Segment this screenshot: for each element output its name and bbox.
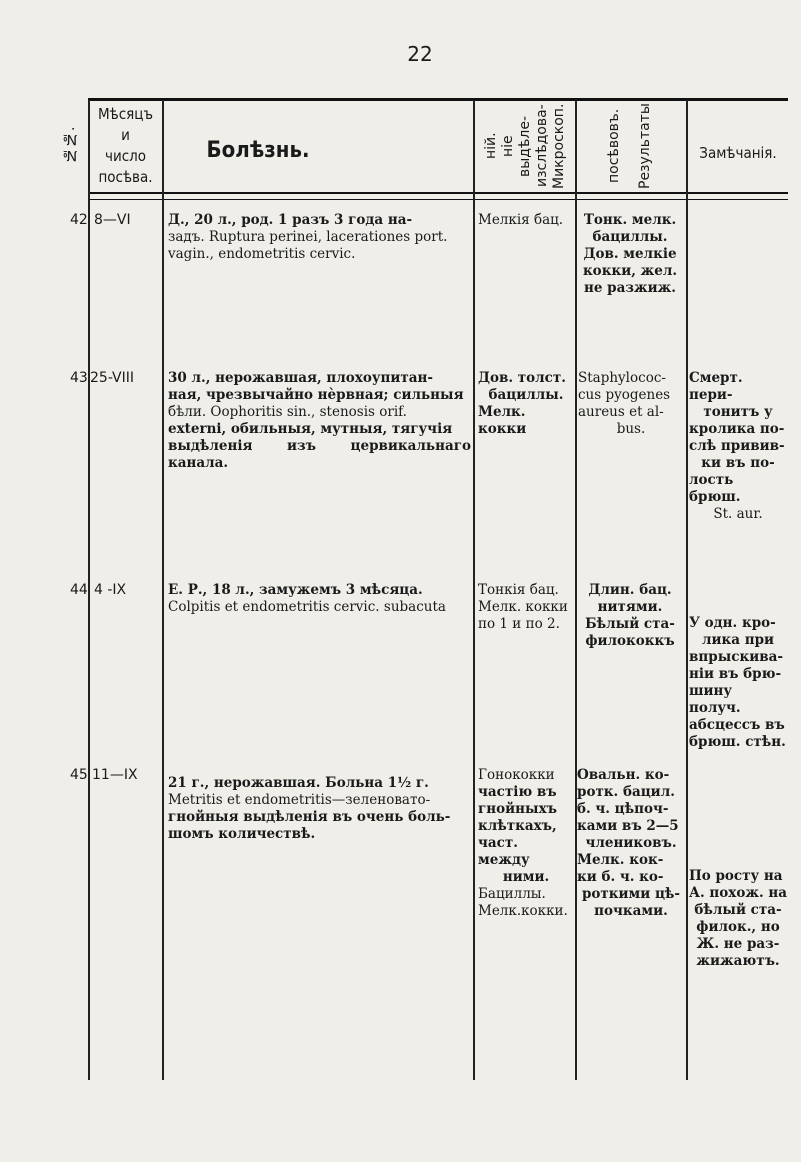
microscopic-line: Дов. толст.: [478, 370, 566, 386]
microscopic-line: частію въ: [478, 784, 557, 800]
row-45-remarks: [689, 868, 787, 970]
microscopic-line: Гонококки: [478, 767, 555, 783]
col-divider-3: [473, 100, 475, 1080]
results-line: ки б. ч. ко-: [577, 869, 664, 885]
results-line: члениковъ.: [585, 835, 677, 851]
microscopic-line: гнойныхъ: [478, 801, 557, 817]
remarks-line: ки въ по-: [701, 455, 775, 471]
header-month: [89, 104, 162, 188]
header-microscopic-line: ній.: [482, 132, 499, 160]
disease-line: задъ. Ruptura perinei, lacerationes port.: [168, 229, 448, 245]
microscopic-line: по 1 и по 2.: [478, 616, 560, 632]
remarks-line: жижаютъ.: [696, 953, 780, 969]
header-remarks: Замѣчанія.: [699, 144, 777, 162]
remarks-line: ніи въ брю-: [689, 666, 782, 682]
disease-line: 21 г., нерожавшая. Больна 1½ г.: [168, 775, 429, 791]
microscopic-line: ними.: [502, 869, 550, 885]
remarks-line: лика при: [701, 632, 775, 648]
remarks-line: бѣлый ста-: [694, 902, 782, 918]
remarks-line: брюш. стѣн.: [689, 734, 786, 750]
disease-line: Д., 20 л., род. 1 разъ 3 года на-: [168, 212, 413, 228]
results-line: cus pyogenes: [578, 387, 671, 403]
remarks-line: Смерт. пери-: [689, 370, 743, 403]
row-45-no: 45: [70, 767, 88, 783]
remarks-line: Ж. не раз-: [696, 936, 780, 952]
row-45-disease: [168, 775, 471, 843]
microscopic-line: Мелк.кокки.: [478, 903, 568, 919]
header-disease: Болѣзнь.: [206, 138, 310, 163]
disease-line: Metritis et endometritis—зеленовато-: [168, 792, 431, 808]
header-microscopic-line: изслѣдова-: [533, 104, 550, 188]
results-line: нитями.: [597, 599, 663, 615]
microscopic-line: Мелк. кокки: [478, 599, 568, 615]
microscopic-line: клѣткахъ,: [478, 818, 557, 834]
remarks-line: А. похож. на: [689, 885, 787, 901]
row-43-microscopic: [478, 370, 574, 438]
disease-line: ная, чрезвычайно нѐрвная; сильныя: [168, 387, 464, 403]
remarks-line: У одн. кро-: [689, 615, 776, 631]
results-line: почками.: [594, 903, 668, 919]
remarks-line: По росту на: [689, 868, 783, 884]
col-divider-1: [88, 100, 90, 1080]
row-42-disease: [168, 212, 471, 263]
row-43-no: 43: [70, 370, 88, 386]
remarks-line: St. aur.: [713, 506, 763, 522]
row-44-remarks: [689, 615, 787, 751]
header-month-line: и: [121, 126, 130, 144]
results-line: aureus et al-: [578, 404, 664, 420]
row-44-results: [576, 582, 684, 650]
disease-line: выдѣленія изъ цервикальнаго канала.: [168, 438, 471, 471]
row-42-no: 42: [70, 212, 88, 228]
remarks-line: лость брюш.: [689, 472, 741, 505]
row-43-remarks: [689, 370, 787, 523]
header-microscopic: [476, 103, 574, 189]
row-43-results: [578, 370, 684, 438]
disease-line: гнойныя выдѣленія въ очень боль-: [168, 809, 451, 825]
results-line: Тонк. мелк.: [583, 212, 677, 228]
results-line: bus.: [616, 421, 646, 437]
remarks-line: слѣ привив-: [689, 438, 785, 454]
results-line: кокки, жел.: [582, 263, 678, 279]
remarks-line: шину получ.: [689, 683, 741, 716]
results-line: бациллы.: [592, 229, 668, 245]
row-43-date: 25-VIII: [90, 370, 135, 386]
results-line: Staphylococ-: [578, 370, 666, 386]
header-second-rule: [88, 199, 788, 200]
microscopic-line: Тонкія бац.: [478, 582, 559, 598]
results-line: б. ч. цѣпоч-: [577, 801, 669, 817]
remarks-line: абсцессъ въ: [689, 717, 785, 733]
disease-line: бѣли. Oophoritis sin., stenosis orif.: [168, 404, 407, 420]
results-line: Овальн. ко-: [577, 767, 670, 783]
row-45-microscopic: [478, 767, 574, 920]
row-44-no: 44: [70, 582, 88, 598]
table-top-rule: [88, 98, 788, 101]
disease-line: vagin., endometritis cervic.: [168, 246, 356, 262]
microscopic-line: Мелк. кокки: [478, 404, 527, 437]
results-line: ками въ 2—5: [577, 818, 679, 834]
col-divider-2: [162, 100, 164, 1080]
disease-line: Colpitis et endometritis cervic. subacuta: [168, 599, 446, 615]
row-44-date: 4 -IX: [94, 582, 127, 598]
disease-line: externi, обильныя, мутныя, тягучія: [168, 421, 453, 437]
results-line: Длин. бац.: [588, 582, 672, 598]
results-line: Мелк. кок-: [577, 852, 664, 868]
row-44-microscopic: [478, 582, 574, 633]
header-microscopic-line: Микроскоп.: [550, 103, 567, 189]
header-results-line: Результаты: [637, 103, 653, 189]
header-microscopic-line: ніе выдѣле-: [499, 115, 533, 177]
microscopic-line: Бациллы.: [478, 886, 546, 902]
row-44-disease: [168, 582, 471, 616]
remarks-line: впрыскива-: [689, 649, 783, 665]
results-line: филококкъ: [585, 633, 675, 649]
header-month-line: число: [104, 147, 147, 165]
row-45-date: 11—IX: [92, 767, 138, 783]
col-divider-5: [686, 100, 688, 1080]
remarks-line: кролика по-: [689, 421, 785, 437]
results-line: ротк. бацил.: [577, 784, 675, 800]
row-42-microscopic: [478, 212, 574, 229]
results-line: не разжиж.: [584, 280, 676, 296]
results-line: роткими цѣ-: [581, 886, 681, 902]
disease-line: 30 л., нерожавшая, плохоупитан-: [168, 370, 433, 386]
header-month-line: посѣва.: [98, 168, 153, 186]
header-month-line: Мѣсяцъ: [98, 105, 153, 123]
remarks-line: тонитъ у: [703, 404, 773, 420]
header-results-line: посѣвовъ.: [606, 108, 622, 184]
microscopic-line: Мелкія бац.: [478, 212, 564, 228]
disease-line: шомъ количествѣ.: [168, 826, 316, 842]
page-number: 22: [407, 42, 433, 66]
row-42-date: 8—VI: [94, 212, 131, 228]
row-43-disease: [168, 370, 471, 472]
header-no: №№.: [62, 126, 78, 164]
microscopic-line: част. между: [478, 835, 530, 868]
results-line: Дов. мелкіе: [583, 246, 677, 262]
header-results: [590, 103, 670, 189]
remarks-line: филок., но: [696, 919, 780, 935]
header-bottom-rule: [88, 192, 788, 194]
microscopic-line: бациллы.: [488, 387, 564, 403]
results-line: Бѣлый ста-: [585, 616, 675, 632]
row-42-results: [576, 212, 684, 297]
row-45-results: [577, 767, 685, 920]
disease-line: Е. Р., 18 л., замужемъ 3 мѣсяца.: [168, 582, 423, 598]
